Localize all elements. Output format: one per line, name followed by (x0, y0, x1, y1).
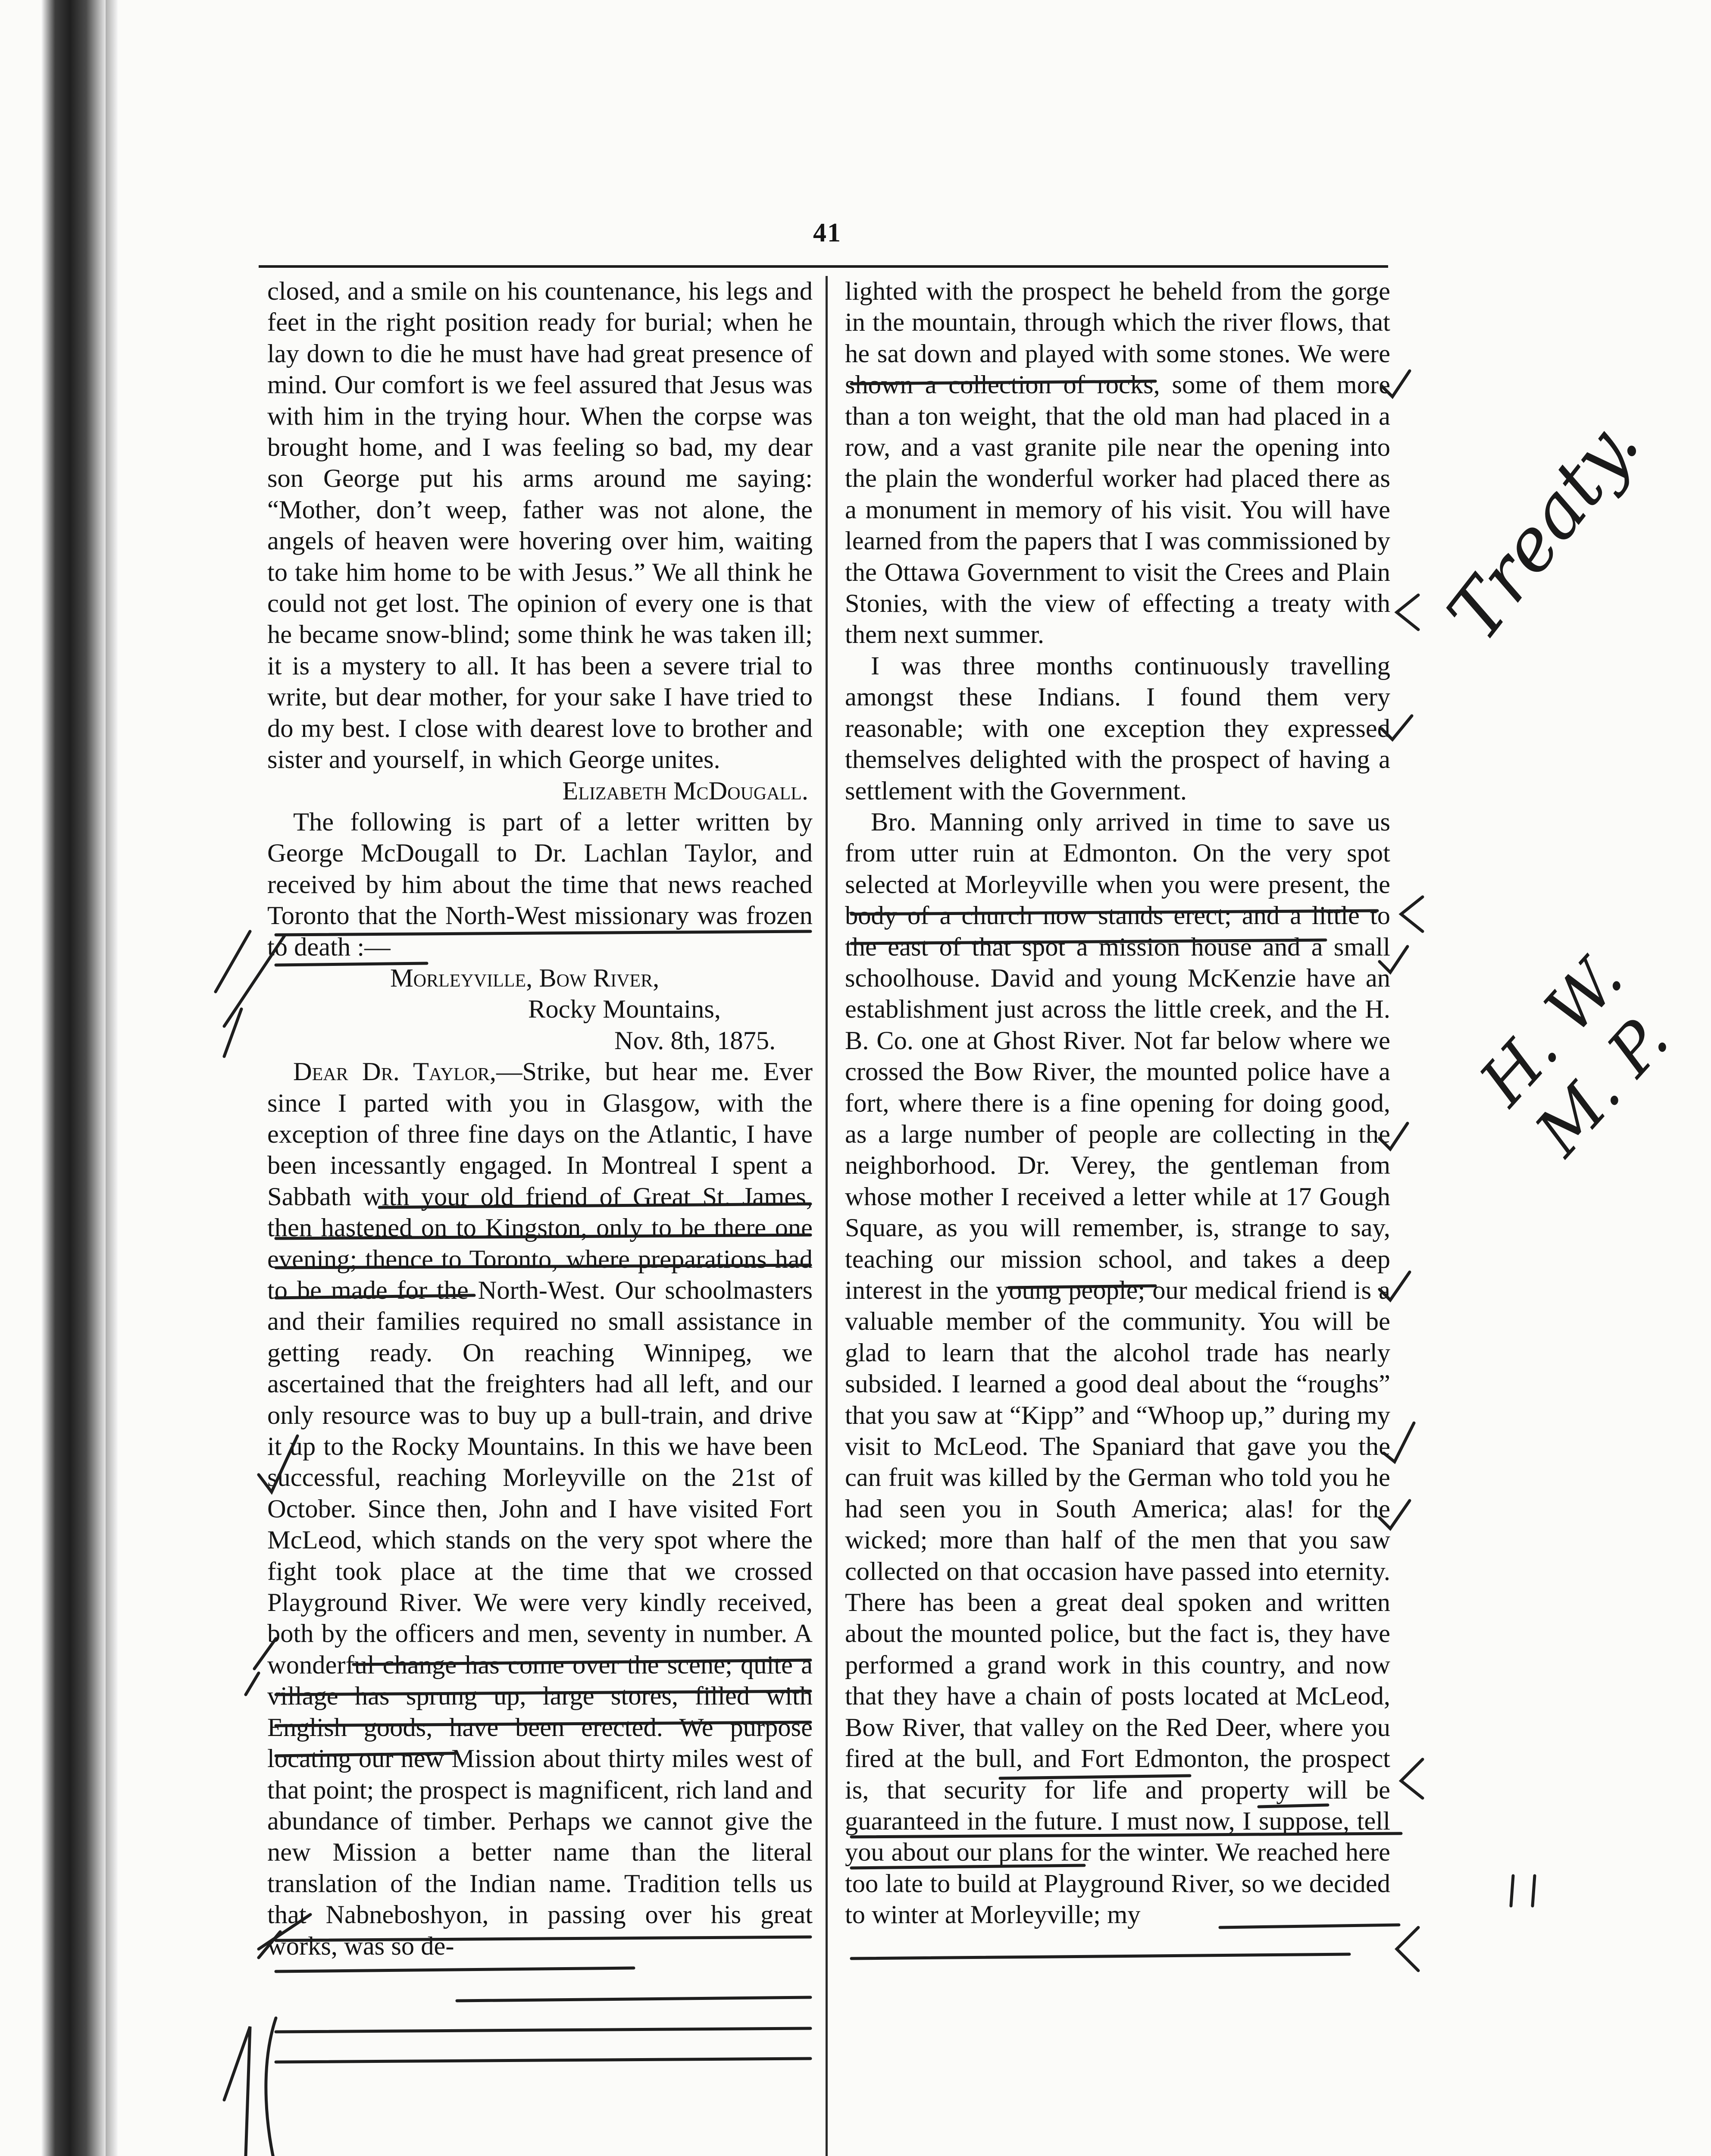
underline-literal (276, 2059, 810, 2062)
underline-thirty-miles (276, 1968, 634, 1971)
right-column (845, 276, 1390, 1931)
margin-numeral-left-6 (224, 2027, 250, 2156)
underline-new-mission (276, 2028, 810, 2032)
address-line-3: Nov. 8th, 1875. (614, 1026, 776, 1055)
handwritten-note-initials: H. W. M. P. (1466, 940, 1683, 1170)
handwritten-note-treaty: Treaty. (1431, 402, 1656, 656)
address-line-1: Morleyville, Bow River, (390, 963, 660, 993)
margin-tick-bottom-right (1511, 1876, 1535, 1906)
underline-too-late (851, 1954, 1349, 1959)
salutation: Dear Dr. Taylor, (293, 1057, 496, 1087)
intro-paragraph: The following is part of a letter written by George McDougall to Dr. Lachlan Taylor, and received by him about the time that news reached Toronto that the North-West missionary was frozen to death :— (267, 807, 813, 962)
header-rule (259, 265, 1388, 268)
margin-arrow-right-3 (1401, 1759, 1423, 1798)
margin-arrow-right-4 (1397, 1927, 1418, 1971)
left-column (267, 276, 813, 1962)
right-paragraph-3: Bro. Manning only arrived in time to save us from utter ruin at Edmonton. On the very spot selected at Morleyville when you were present, the body of a church now stands erect; and a little to the east of that spot a mission house and a small schoolhouse. David and young McKenzie have an establishment just across the little creek, and the H. B. Co. one at Ghost River. Not far below where we crossed the Bow River, the mounted police have a fort, where there is a fine opening for doing good, as a large number of people are collecting in the neighborhood. Dr. Verey, the gentleman from whose mother I received a letter while at 17 Gough Square, as you will remember, is, strange to say, teaching our mission school, and takes a deep interest in the young people; our medical friend is a valuable member of the community. You will be glad to learn that the alcohol trade has nearly subsided. I learned a good deal about the “roughs” that you saw at “Kipp” and “Whoop up,” during my visit to McLeod. The Spaniard that gave you the can fruit was killed by the German who told you he had seen you in South America; alas! for the wicked; more than half of the men that you saw collected on that occasion have passed into eternity. There has been a great deal spoken and written about the mounted police, but the fact is, they have performed a grand work in this country, and now that they have a chain of posts located at McLeod, Bow River, that valley on the Red Deer, where you fired at the bull, and Fort Edmonton, the prospect is, that security for life and property will be guaranteed in the future. I must now, I suppose, tell you about our plans for the winter. We reached here too late to build at Playground River, so we decided to winter at Morleyville; my (845, 807, 1390, 1930)
letter-paragraph (267, 1056, 813, 1962)
margin-stroke-left-2 (224, 1009, 241, 1056)
address-line-2: Rocky Mountains, (528, 995, 721, 1024)
right-paragraph-2: I was three months continuously travelling amongst these Indians. I found them very reasonable; with one exception they expressed themselves delighted with the prospect of having a settlement with the Government. (845, 651, 1390, 805)
margin-bracket-left-6 (266, 2018, 276, 2156)
margin-arrow-right-1 (1397, 595, 1418, 630)
margin-arrow-right-2 (1401, 897, 1423, 931)
page-number: 41 (813, 218, 841, 248)
right-paragraph-1: lighted with the prospect he beheld from the gorge in the mountain, through which the river flows, that he sat down and played with some stones. We were shown a collection of rocks, some of them more than a ton weight, that the old man had placed in a row, and a vast granite pile near the opening into the plain the wonderful worker had placed there as a monument in memory of his visit. You will have learned from the papers that I was commissioned by the Ottawa Government to visit the Crees and Plain Stonies, with the view of effecting a treaty with them next summer. (845, 277, 1390, 649)
letter-body: —Strike, but hear me. Ever since I parted with you in Glasgow, with the exception of three fine days on the Atlantic, I have been incessantly engaged. In Montreal I spent a Sabbath with your old friend of Great St. James, then hastened on to Kingston, only to be there one evening; thence to Toronto, where preparations had to be made for the North-West. Our schoolmasters and their families required no small assistance in getting ready. On reaching Winnipeg, we ascertained that the freighters had all left, and our only resource was to buy up a bull-train, and drive it up to the Rocky Mountains. In this we have been successful, reaching Morleyville on the 21st of October. Since then, John and I have visited Fort McLeod, which stands on the very spot where the fight took place at the time that we crossed Playground River. We were very kindly received, both by the officers and men, seventy in number. A wonderful change has come over the scene; quite a village has sprung up, large stores, filled with English goods, have been erected. We purpose locating our new Mission about thirty miles west of that point; the prospect is magnificent, rich land and abundance of timber. Perhaps we cannot give the new Mission a better name than the literal translation of the Indian name. Tradition tells us that Nabneboshyon, in passing over his great works, was so de- (267, 1057, 813, 1961)
scan-shadow-left-edge (41, 0, 106, 2156)
letter-continuation-paragraph: closed, and a smile on his countenance, his legs and feet in the right position ready for burial; when he lay down to die he must have had great presence of mind. Our comfort is we feel assured that Jesus was with him in the trying hour. When the corpse was brought home, and I was feeling so bad, my dear son George put his arms around me saying: “Mother, don’t weep, father was not alone, the angels of heaven were hovering over him, waiting to take him home to be with Jesus.” We all think he could not get lost. The opinion of every one is that he became snow-blind; some think he was taken ill; it is a mystery to all. It has been a severe trial to write, but dear mother, for your sake I have tried to do my best. I close with dearest love to brother and sister and yourself, in which George unites. (267, 277, 813, 774)
scan-shadow-inner-edge (106, 0, 118, 2156)
signature-elizabeth-mcdougall: Elizabeth McDougall. (562, 776, 808, 805)
underline-perhaps (457, 1997, 810, 2001)
column-rule (826, 276, 828, 2156)
